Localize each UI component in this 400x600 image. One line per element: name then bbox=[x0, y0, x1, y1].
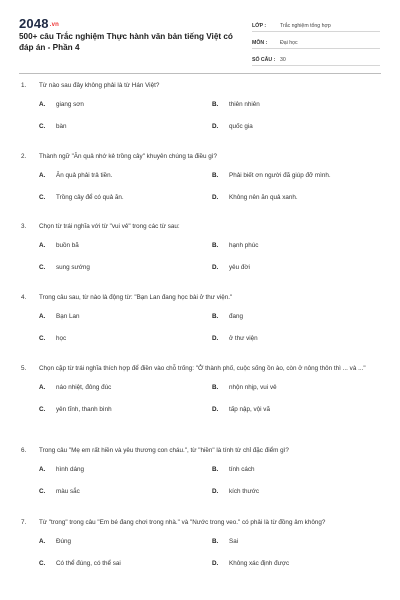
option-a[interactable] bbox=[39, 465, 209, 474]
option-letter: D. bbox=[212, 406, 219, 413]
option-letter: A. bbox=[39, 101, 46, 108]
option-a[interactable] bbox=[39, 171, 209, 180]
option-text: tính cách bbox=[229, 466, 255, 473]
option-b[interactable] bbox=[212, 383, 382, 392]
option-letter: B. bbox=[212, 313, 219, 320]
option-a[interactable] bbox=[39, 537, 209, 546]
option-text: náo nhiệt, đông đúc bbox=[56, 384, 112, 391]
option-letter: A. bbox=[39, 466, 46, 473]
meta-value: Trắc nghiệm tổng hợp bbox=[280, 23, 331, 29]
option-b[interactable] bbox=[212, 465, 382, 474]
question-text: Chọn từ trái nghĩa với từ "vui vẻ" trong các từ sau: bbox=[39, 223, 180, 230]
meta-row-count bbox=[252, 51, 380, 66]
option-d[interactable] bbox=[212, 122, 382, 131]
option-letter: C. bbox=[39, 194, 46, 201]
question-6 bbox=[21, 446, 383, 502]
option-c[interactable] bbox=[39, 559, 209, 568]
options bbox=[21, 465, 383, 502]
option-text: Không nên ăn quả xanh. bbox=[229, 194, 298, 201]
option-letter: B. bbox=[212, 242, 219, 249]
option-c[interactable] bbox=[39, 334, 209, 343]
option-letter: C. bbox=[39, 488, 46, 495]
option-text: màu sắc bbox=[56, 488, 80, 495]
option-letter: A. bbox=[39, 384, 46, 391]
option-text: Sai bbox=[229, 538, 239, 545]
option-letter: C. bbox=[39, 264, 46, 271]
option-d[interactable] bbox=[212, 263, 382, 272]
page-title: 500+ câu Trắc nghiệm Thực hành văn bản tiếng Việt có đáp án - Phần 4 bbox=[19, 32, 233, 52]
question-text: Từ nào sau đây không phải là từ Hán Việt? bbox=[39, 82, 160, 89]
option-a[interactable] bbox=[39, 383, 209, 392]
option-letter: D. bbox=[212, 123, 219, 130]
option-text: hạnh phúc bbox=[229, 242, 259, 249]
option-text: yên tĩnh, thanh bình bbox=[56, 406, 112, 413]
option-text: yêu đời bbox=[229, 264, 250, 271]
option-text: Có thể đúng, có thể sai bbox=[56, 560, 121, 567]
option-text: đang bbox=[229, 313, 244, 320]
question-number: 7. bbox=[21, 519, 27, 526]
option-b[interactable] bbox=[212, 171, 382, 180]
question-text-wrap bbox=[21, 222, 383, 232]
option-letter: B. bbox=[212, 538, 219, 545]
option-text: giang sơn bbox=[56, 101, 84, 108]
options bbox=[21, 100, 383, 137]
option-text: Không xác định được bbox=[229, 560, 290, 567]
option-text: tấp nập, vội vã bbox=[229, 406, 270, 413]
option-text: học bbox=[56, 335, 67, 342]
option-c[interactable] bbox=[39, 405, 209, 414]
meta-label: LỚP : bbox=[252, 23, 267, 29]
option-letter: B. bbox=[212, 384, 219, 391]
option-text: hình dáng bbox=[56, 466, 85, 473]
question-text-wrap bbox=[21, 364, 383, 374]
meta-row-subject bbox=[252, 34, 380, 49]
meta-row-class bbox=[252, 17, 380, 32]
option-text: thiên nhiên bbox=[229, 101, 260, 108]
options bbox=[21, 383, 383, 420]
header-divider bbox=[19, 73, 381, 74]
meta-value: 30 bbox=[280, 57, 286, 63]
option-text: quốc gia bbox=[229, 123, 253, 130]
option-letter: D. bbox=[212, 264, 219, 271]
logo-text: 2048 bbox=[19, 16, 49, 31]
option-c[interactable] bbox=[39, 263, 209, 272]
option-d[interactable] bbox=[212, 193, 382, 202]
meta-value: Đại học bbox=[280, 40, 298, 46]
option-text: Trồng cây để có quả ăn. bbox=[56, 194, 124, 201]
option-b[interactable] bbox=[212, 312, 382, 321]
option-a[interactable] bbox=[39, 312, 209, 321]
option-c[interactable] bbox=[39, 122, 209, 131]
question-text: Chọn cặp từ trái nghĩa thích hợp để điền vào chỗ trống: "Ở thành phố, cuộc sống ồn ào, còn ở nông thôn thì ... và ..." bbox=[39, 365, 366, 372]
option-text: Ăn quả phải trả tiền. bbox=[56, 172, 113, 179]
question-number: 3. bbox=[21, 223, 27, 230]
option-text: Phải biết ơn người đã giúp đỡ mình. bbox=[229, 172, 331, 179]
site-logo[interactable] bbox=[19, 16, 59, 31]
option-text: kích thước bbox=[229, 488, 260, 495]
question-2 bbox=[21, 152, 383, 208]
option-d[interactable] bbox=[212, 559, 382, 568]
option-text: nhộn nhịp, vui vẻ bbox=[229, 384, 277, 391]
question-text-wrap bbox=[21, 152, 383, 162]
option-text: Bạn Lan bbox=[56, 313, 80, 320]
option-b[interactable] bbox=[212, 100, 382, 109]
option-d[interactable] bbox=[212, 487, 382, 496]
option-letter: B. bbox=[212, 101, 219, 108]
option-letter: C. bbox=[39, 335, 46, 342]
meta-label: SỐ CÂU : bbox=[252, 57, 276, 63]
question-5 bbox=[21, 364, 383, 420]
option-letter: C. bbox=[39, 560, 46, 567]
question-number: 6. bbox=[21, 447, 27, 454]
logo-suffix: .vn bbox=[49, 22, 60, 28]
option-letter: A. bbox=[39, 242, 46, 249]
question-4 bbox=[21, 293, 383, 349]
option-letter: C. bbox=[39, 123, 46, 130]
question-number: 1. bbox=[21, 82, 27, 89]
option-letter: D. bbox=[212, 560, 219, 567]
option-letter: D. bbox=[212, 488, 219, 495]
worksheet-header bbox=[0, 0, 400, 66]
question-text: Từ "trong" trong câu "Em bé đang chơi trong nhà." và "Nước trong veo." có phải là từ đồng âm không? bbox=[39, 519, 326, 526]
option-d[interactable] bbox=[212, 334, 382, 343]
options bbox=[21, 171, 383, 208]
meta-info bbox=[252, 17, 380, 68]
option-text: sung sướng bbox=[56, 264, 90, 271]
option-d[interactable] bbox=[212, 405, 382, 414]
question-text-wrap bbox=[21, 446, 383, 456]
option-c[interactable] bbox=[39, 193, 209, 202]
option-a[interactable] bbox=[39, 100, 209, 109]
meta-label: MÔN : bbox=[252, 40, 268, 46]
option-text: Đúng bbox=[56, 538, 72, 545]
option-text: buồn bã bbox=[56, 242, 79, 249]
option-letter: C. bbox=[39, 406, 46, 413]
question-text-wrap bbox=[21, 518, 383, 528]
option-letter: A. bbox=[39, 538, 46, 545]
question-number: 5. bbox=[21, 365, 27, 372]
option-letter: A. bbox=[39, 313, 46, 320]
question-number: 2. bbox=[21, 153, 27, 160]
options bbox=[21, 537, 383, 574]
question-1 bbox=[21, 81, 383, 137]
question-text-wrap bbox=[21, 81, 383, 91]
option-letter: B. bbox=[212, 172, 219, 179]
question-text-wrap bbox=[21, 293, 383, 303]
options bbox=[21, 312, 383, 349]
question-text: Trong câu sau, từ nào là động từ: "Bạn Lan đang học bài ở thư viện." bbox=[39, 294, 233, 301]
question-7 bbox=[21, 518, 383, 574]
options bbox=[21, 241, 383, 278]
option-letter: B. bbox=[212, 466, 219, 473]
option-letter: D. bbox=[212, 194, 219, 201]
option-c[interactable] bbox=[39, 487, 209, 496]
option-b[interactable] bbox=[212, 241, 382, 250]
option-b[interactable] bbox=[212, 537, 382, 546]
option-a[interactable] bbox=[39, 241, 209, 250]
option-text: ở thư viện bbox=[229, 335, 258, 342]
option-text: bàn bbox=[56, 123, 67, 130]
question-3 bbox=[21, 222, 383, 278]
option-letter: A. bbox=[39, 172, 46, 179]
question-text: Thành ngữ "Ăn quả nhớ kẻ trồng cây" khuyên chúng ta điều gì? bbox=[39, 153, 218, 160]
question-number: 4. bbox=[21, 294, 27, 301]
question-text: Trong câu "Mẹ em rất hiền và yêu thương con cháu.", từ "hiền" là tính từ chỉ đặc điểm gì? bbox=[39, 447, 289, 454]
option-letter: D. bbox=[212, 335, 219, 342]
